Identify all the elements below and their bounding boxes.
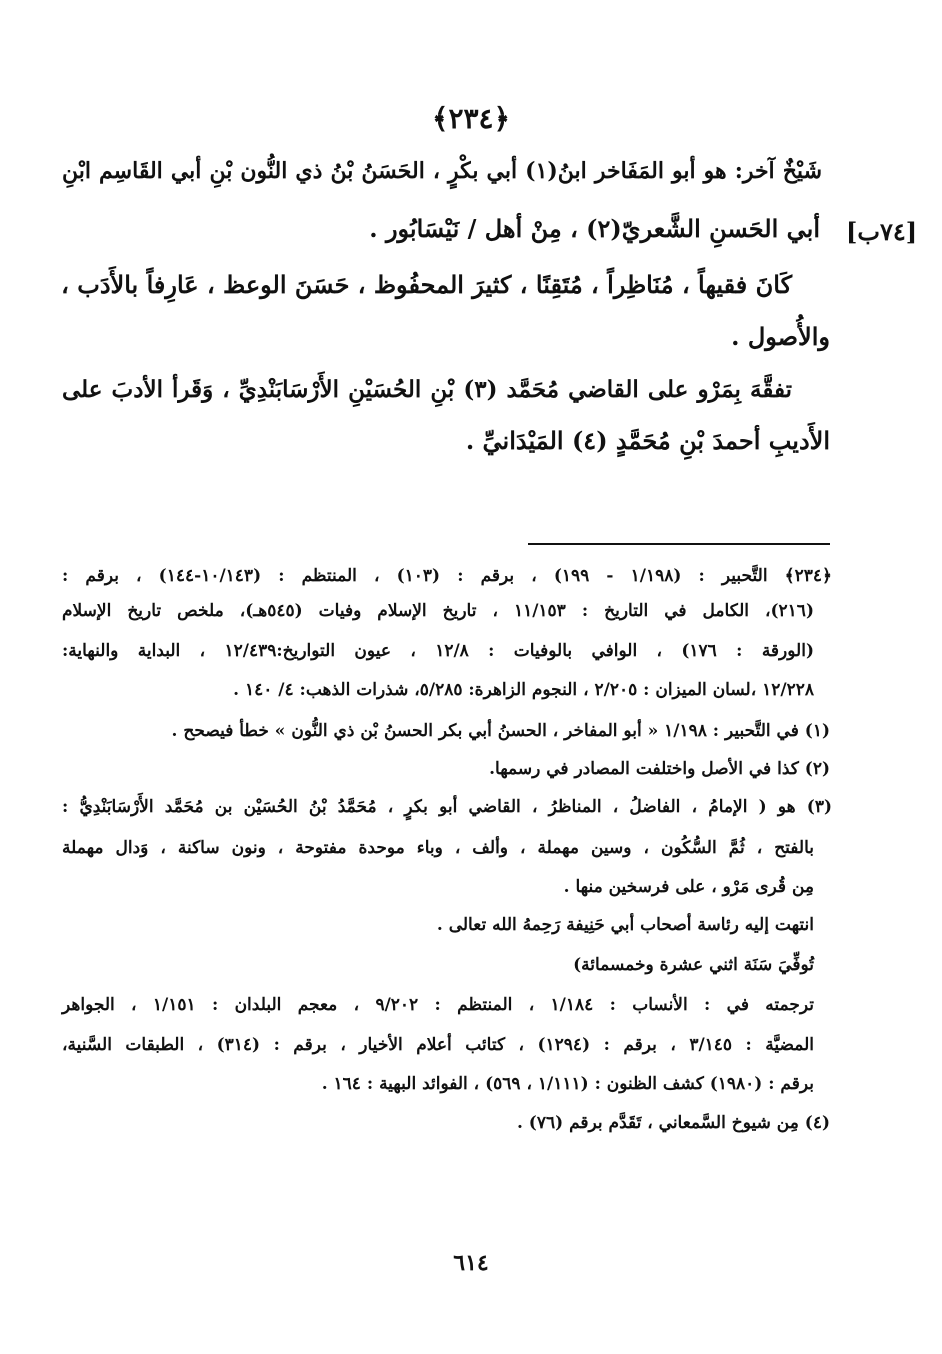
footnote-line: مِن قُرى مَرْو ، على فرسخين منها . [563,877,814,897]
footnote-line: انتهت إليه رئاسة أصحاب أبي حَنِيفة رَحِمهُ الله تعالى . [436,915,814,935]
page-number: ٦١٤ [453,1250,489,1276]
footnote-line: تُوفِّيَ سَنَة اثني عشرة وخمسمائة) [573,955,814,975]
main-text-line: تفقَّهَ بِمَرْو على القاضي مُحَمَّد (٣) بْنِ الحُسَيْنِ الأَرْسَابَنْدِيِّ ، وَقَرأ الأدبَ على [62,376,792,403]
footnote-line: (الورقة : ١٧٦) ، الوافي بالوفيات : ١٢/٨ ، عيون التواريخ:١٢/٤٣٩ ، البداية والنهاية: [62,641,814,661]
footnote-line: (٢) كذا في الأصل واختلفت المصادر في رسمها. [489,759,830,779]
main-text-line: والأُصول . [731,322,830,351]
margin-folio-note: [٧٤ب] [846,217,918,246]
entry-number: ﴿٢٣٤﴾ [432,102,510,135]
footnote-line: (٤) مِن شيوخ السَّمعاني ، تَقَدَّم برقم (٧٦) . [516,1113,830,1133]
footnote-line: (١) في التَّحبير : ١/١٩٨ « أبو المفاخر ، الحسنُ أبي بكر الحسنُ بْن ذي النُّون » خطأ فيصحح . [171,721,830,741]
main-text-line: الأَديبِ أحمدَ بْنِ مُحَمَّدٍ (٤) المَيْدَانيِّ . [465,426,830,455]
footnote-line: المضيَّة : ٣/١٤٥ ، برقم : (١٢٩٤) ، كتائب أعلام الأخيار ، برقم : (٣١٤) ، الطبقات السَّنية، [62,1035,814,1055]
footnote-line: ترجمته في : الأنساب : ١/١٨٤ ، المنتظم : ٩/٢٠٢ ، معجم البلدان : ١/١٥١ ، الجواهر [62,995,814,1015]
footnote-line: (٣) هو ( الإمامُ ، الفاضلُ ، المناظرُ ، القاضي أبو بكرٍ ، مُحَمَّدُ بْنُ الحُسَيْن بن مُحَمَّد الأَرْسَابَنْدِيُّ : [62,797,832,817]
footnote-line: برقم : (١٩٨٠) كشف الظنون : (١/١١١ ، ٥٦٩) ، الفوائد البهية : ١٦٤ . [321,1074,814,1094]
footnote-separator [528,543,830,545]
footnote-line: (٢١٦)، الكامل في التاريخ : ١١/١٥٣ ، تاريخ الإسلام وفيات (٥٤٥هـ)، ملخص تاريخ الإسلام [62,601,814,621]
main-text-line: كَانَ فقيهاً ، مُنَاظِراً ، مُتَقِنًا ، كثيرَ المحفُوظ ، حَسَنَ الوعظ ، عَارِفاً بالأَدَب ، [61,270,792,299]
footnote-line: بالفتح ، ثُمَّ السُّكُون ، وسين مهملة ، وألف ، وباء موحدة مفتوحة ، ونون ساكنة ، وَدال مهملة [62,838,814,858]
main-text-line: أبي الحَسنِ الشَّعريّ(٢) ، مِنْ أهل / نَيْسَابُور . [369,214,820,243]
footnote-line: ١٢/٢٢٨ ،لسان الميزان : ٢/٢٠٥ ، النجوم الزاهرة: ٥/٢٨٥، شذرات الذهب: ٤/ ١٤٠ . [233,680,814,700]
footnote-line: ﴿٢٣٤﴾ التَّحبير : (١/١٩٨ - ١٩٩) ، برقم : (١٠٣) ، المنتظم : (١٠/١٤٣-١٤٤) ، برقم : [62,566,832,586]
main-text-line: شَيْخٌ آخر: هو أبو المَفَاخر ابنُ(١) أبي بكْرٍ ، الحَسَنُ بْنُ ذي النُّون بْنِ أبي القَاسِم ابْنِ [62,158,822,184]
